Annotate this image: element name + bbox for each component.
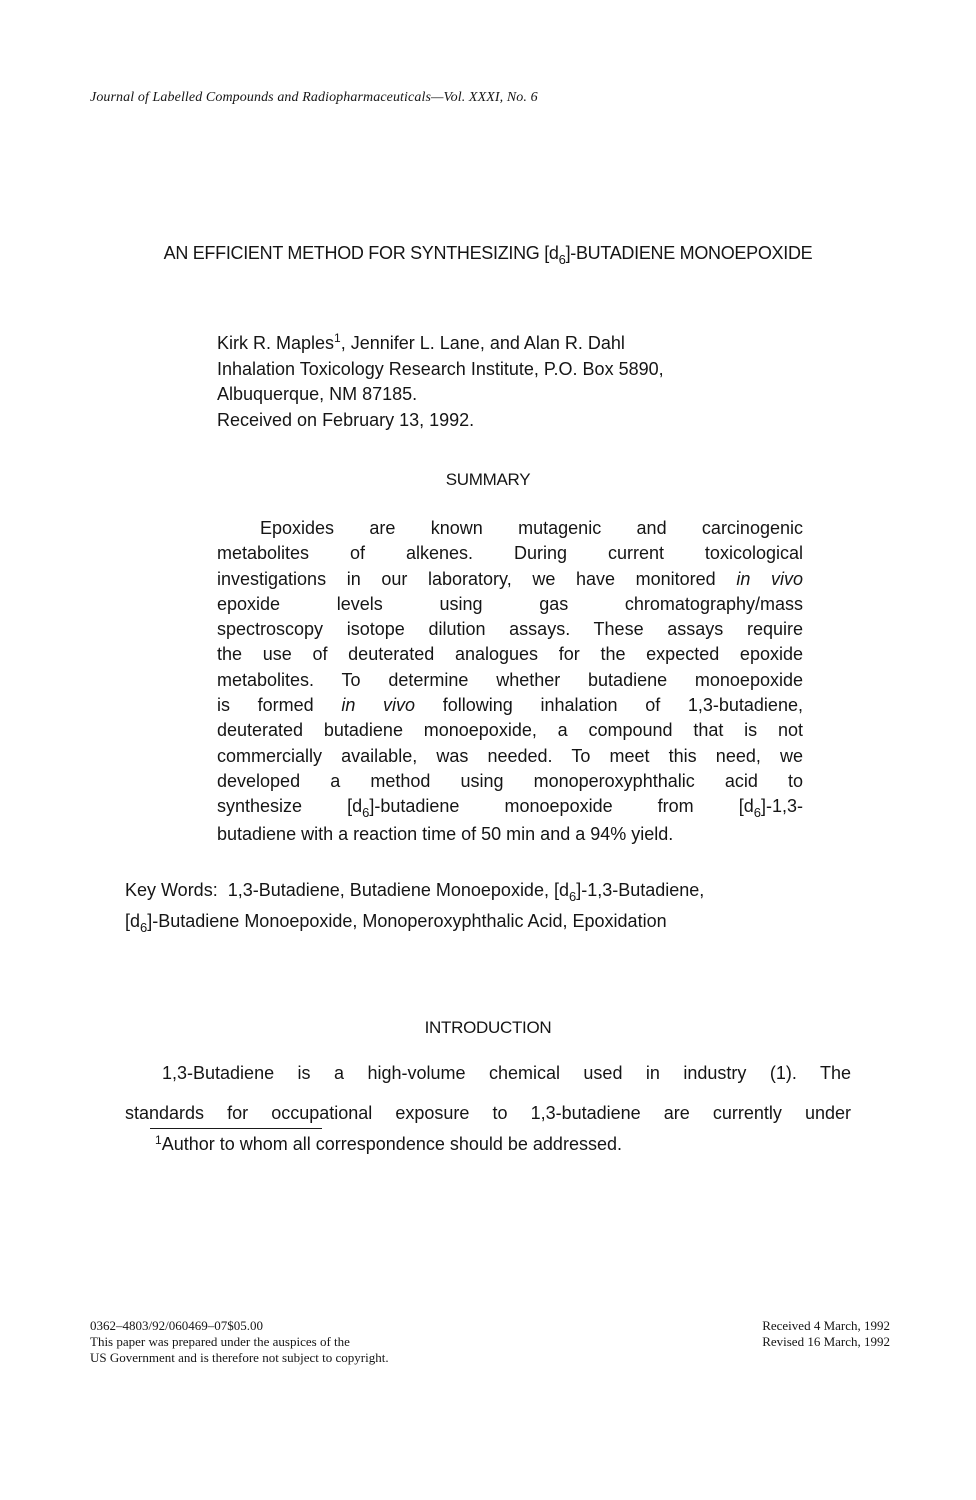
- italic-in-vivo: in vivo: [341, 695, 416, 716]
- introduction-heading: INTRODUCTION: [424, 1018, 552, 1037]
- article-code: 0362–4803/92/060469–07$05.00: [90, 1318, 263, 1333]
- summary-line: Epoxides are known mutagenic and carcinogenic: [260, 518, 803, 538]
- intro-line-1: 1,3-Butadiene is a high-volume chemical used in industry (1). The: [162, 1063, 851, 1083]
- title-part-2: ]-BUTADIENE MONOEPOXIDE: [565, 243, 813, 263]
- footnote-mark: 1: [155, 1133, 162, 1147]
- title-subscript: 6: [558, 252, 566, 267]
- introduction-paragraph: [125, 1053, 851, 1133]
- author-footnote-mark: 1: [334, 331, 341, 345]
- keywords-label: Key Words:: [125, 880, 218, 900]
- keywords-line-2: $[d_6]$-Butadiene Monoepoxide, Monoperoxyphthalic Acid, Epoxidation: [125, 911, 667, 935]
- summary-paragraph: [217, 516, 803, 847]
- keywords: [125, 875, 830, 937]
- copyright-block: [90, 1318, 389, 1366]
- summary-line: butadiene with a reaction time of 50 min and a 94% yield.: [217, 823, 674, 844]
- copyright-line-1: This paper was prepared under the auspices of the: [90, 1334, 350, 1349]
- summary-line: the use of deuterated analogues for the expected epoxide: [217, 644, 803, 665]
- footnote-divider: [150, 1128, 322, 1129]
- summary-line: spectroscopy isotope dilution assays. These assays require: [217, 619, 803, 640]
- summary-line: developed a method using monoperoxyphthalic acid to: [217, 770, 803, 791]
- copyright-line-2: US Government and is therefore not subject to copyright.: [90, 1350, 389, 1365]
- paper-title: [0, 243, 976, 267]
- affiliation-line-2: Albuquerque, NM 87185.: [217, 384, 418, 404]
- footnote: [155, 1134, 622, 1155]
- summary-line: investigations in our laboratory, we have monitored in vivo: [217, 568, 803, 589]
- author-name-1: Kirk R. Maples: [217, 333, 335, 353]
- summary-line: epoxide levels using gas chromatography/mass: [217, 593, 803, 614]
- revised-date-footer: Revised 16 March, 1992: [762, 1334, 890, 1349]
- summary-line: is formed in vivo following inhalation of 1,3-butadiene,: [217, 695, 803, 716]
- affiliation-line-1: Inhalation Toxicology Research Institute, P.O. Box 5890,: [217, 358, 664, 379]
- footnote-text: Author to whom all correspondence should be addressed.: [161, 1134, 622, 1154]
- summary-line: deuterated butadiene monoepoxide, a compound that is not: [217, 720, 803, 741]
- keywords-line-1: Key Words: 1,3-Butadiene, Butadiene Monoepoxide, $[d_6]-1,3$-Butadiene,: [125, 880, 705, 904]
- dates-block: [729, 1318, 890, 1350]
- summary-line: metabolites of alkenes. During current toxicological: [217, 543, 803, 564]
- received-date: Received on February 13, 1992.: [217, 409, 475, 430]
- summary-line: metabolites. To determine whether butadiene monoepoxide: [217, 669, 803, 690]
- author-names: [217, 331, 817, 357]
- title-part-1: AN EFFICIENT METHOD FOR SYNTHESIZING [d: [163, 243, 559, 263]
- received-date-footer: Received 4 March, 1992: [762, 1318, 890, 1333]
- summary-heading: SUMMARY: [445, 470, 531, 489]
- author-names-rest: , Jennifer L. Lane, and Alan R. Dahl: [340, 333, 625, 353]
- summary-line: synthesize $[d_6]$-butadiene monoepoxide from $[d_6]-1,3-$: [217, 796, 803, 821]
- summary-line: commercially available, was needed. To meet this need, we: [217, 745, 803, 766]
- author-block: [217, 331, 817, 433]
- italic-in-vivo: in vivo: [736, 568, 803, 589]
- journal-header: Journal of Labelled Compounds and Radiopharmaceuticals—Vol. XXXI, No. 6: [90, 90, 538, 105]
- intro-line-2: standards for occupational exposure to 1,3-butadiene are currently under: [125, 1103, 851, 1123]
